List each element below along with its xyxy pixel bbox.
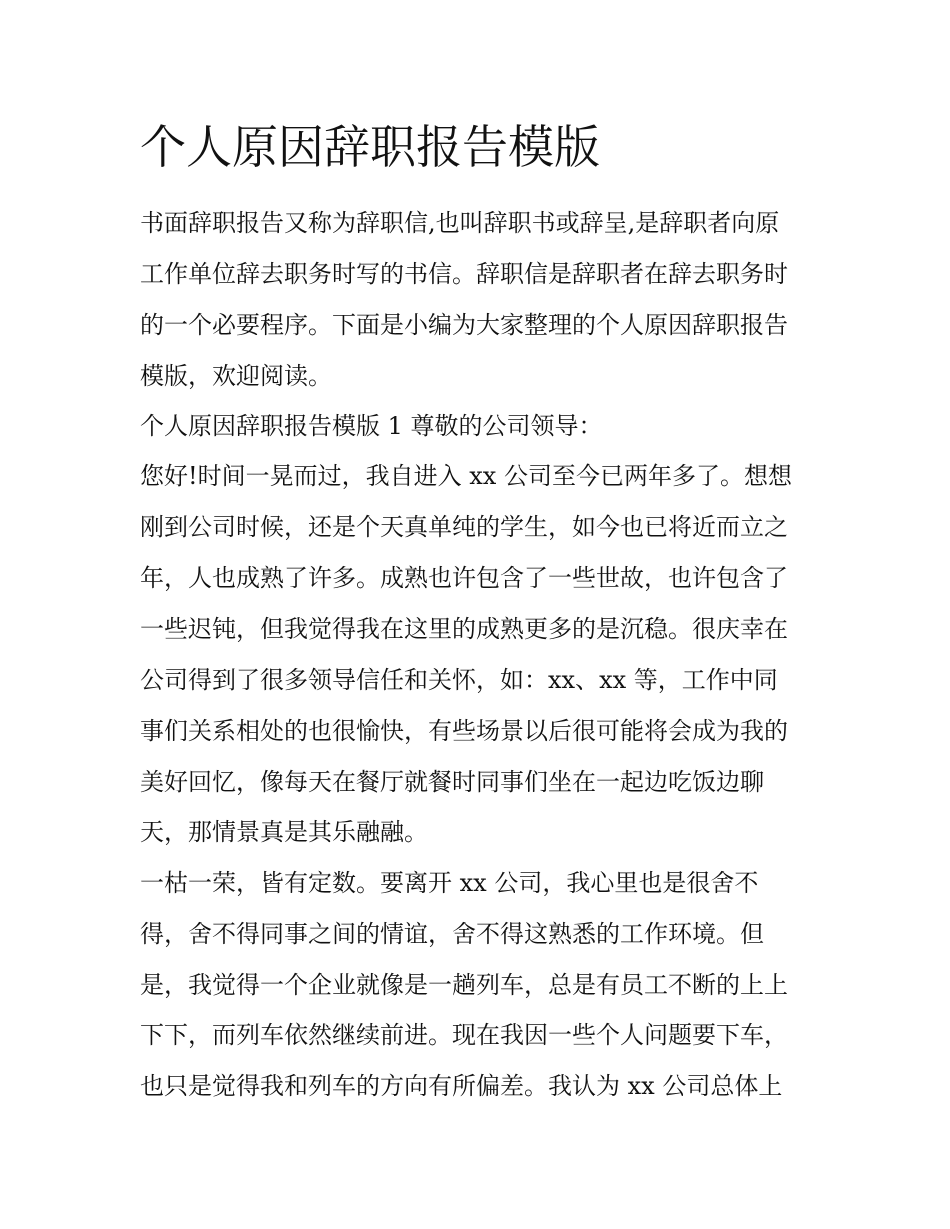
- paragraph-line: 天，那情景真是其乐融融。: [140, 818, 428, 846]
- paragraph-line: 一些迟钝，但我觉得我在这里的成熟更多的是沉稳。很庆幸在: [140, 615, 788, 643]
- paragraph-line: 刚到公司时候，还是个天真单纯的学生，如今也已将近而立之: [140, 513, 788, 541]
- paragraph-line: 工作单位辞去职务时写的书信。辞职信是辞职者在辞去职务时: [140, 260, 788, 288]
- paragraph-line: 模版，欢迎阅读。: [140, 362, 332, 390]
- document-title: 个人原因辞职报告模版: [140, 120, 600, 174]
- paragraph-line: 公司得到了很多领导信任和关怀，如：xx、xx 等，工作中同: [140, 666, 778, 694]
- paragraph-line: 个人原因辞职报告模版 1 尊敬的公司领导：: [140, 412, 603, 440]
- paragraph-line: 是，我觉得一个企业就像是一趟列车，总是有员工不断的上上: [140, 971, 788, 999]
- paragraph-line: 得，舍不得同事之间的情谊，舍不得这熟悉的工作环境。但: [140, 920, 764, 948]
- paragraph-line: 书面辞职报告又称为辞职信,也叫辞职书或辞呈,是辞职者向原: [140, 209, 780, 237]
- paragraph-line: 一枯一荣，皆有定数。要离开 xx 公司，我心里也是很舍不: [140, 869, 759, 897]
- paragraph-line: 也只是觉得我和列车的方向有所偏差。我认为 xx 公司总体上: [140, 1072, 783, 1100]
- paragraph-line: 您好!时间一晃而过，我自进入 xx 公司至今已两年多了。想想: [140, 462, 792, 490]
- paragraph-line: 美好回忆，像每天在餐厅就餐时同事们坐在一起边吃饭边聊: [140, 768, 764, 796]
- paragraph-line: 年，人也成熟了许多。成熟也许包含了一些世故，也许包含了: [140, 564, 788, 592]
- paragraph-line: 下下，而列车依然继续前进。现在我因一些个人问题要下车，: [140, 1021, 788, 1049]
- paragraph-line: 事们关系相处的也很愉快，有些场景以后很可能将会成为我的: [140, 717, 788, 745]
- paragraph-line: 的一个必要程序。下面是小编为大家整理的个人原因辞职报告: [140, 311, 788, 339]
